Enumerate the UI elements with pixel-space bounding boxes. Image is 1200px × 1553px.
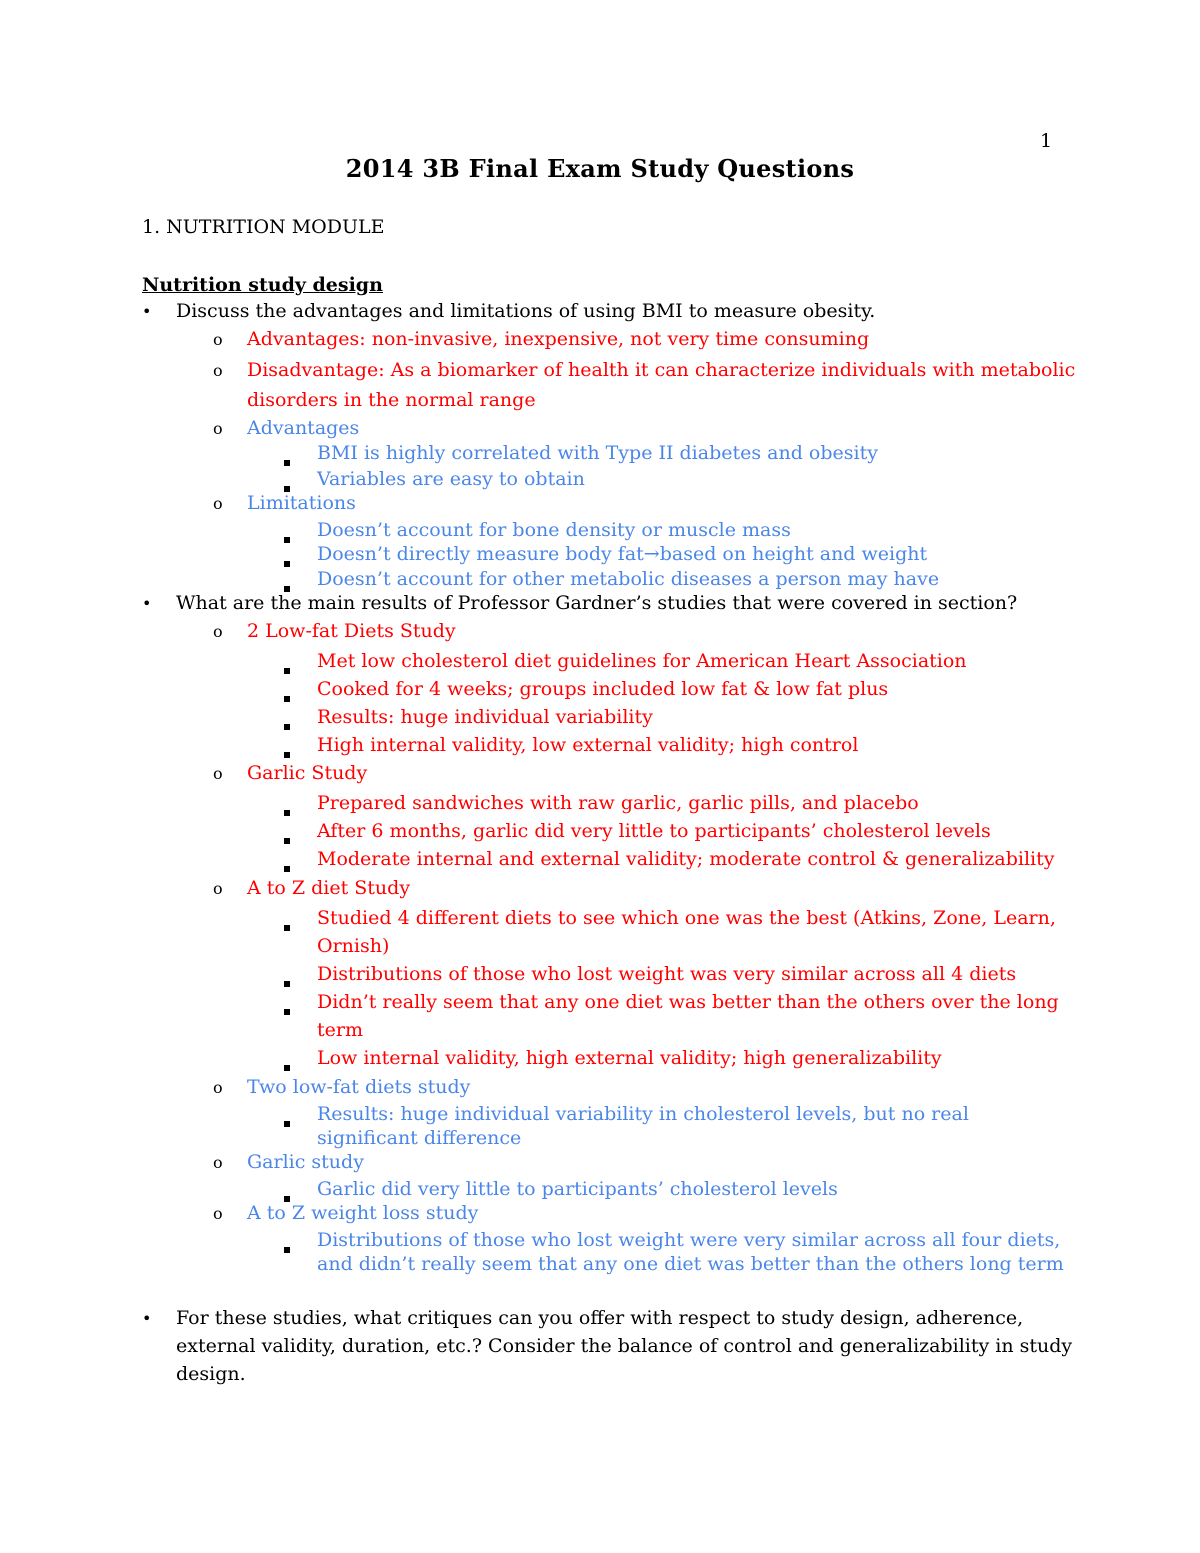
circle-bullet-icon: o: [213, 419, 223, 438]
bullet-icon: •: [142, 594, 152, 613]
answer-line: A to Z weight loss study: [247, 1202, 479, 1224]
square-bullet-icon: [284, 917, 290, 935]
subheading: Nutrition study design: [142, 274, 383, 296]
question-1: Discuss the advantages and limitations of using BMI to measure obesity.: [176, 300, 876, 322]
answer-line: Variables are easy to obtain: [317, 468, 585, 490]
section-heading: 1. NUTRITION MODULE: [142, 216, 385, 238]
circle-bullet-icon: o: [213, 361, 223, 380]
answer-line: Results: huge individual variability: [317, 706, 653, 728]
answer-line: Didn’t really seem that any one diet was better than the others over the long: [317, 991, 1059, 1013]
answer-line: Moderate internal and external validity; moderate control & generalizability: [317, 848, 1055, 870]
answer-line: Prepared sandwiches with raw garlic, garlic pills, and placebo: [317, 792, 919, 814]
square-bullet-icon: [284, 973, 290, 991]
question-3: design.: [176, 1363, 246, 1385]
square-bullet-icon: [284, 452, 290, 470]
answer-line: Advantages: non-invasive, inexpensive, not very time consuming: [247, 328, 870, 350]
answer-line: Two low-fat diets study: [247, 1076, 471, 1098]
answer-line: Doesn’t directly measure body fat→based on height and weight: [317, 543, 928, 565]
circle-bullet-icon: o: [213, 622, 223, 641]
square-bullet-icon: [284, 802, 290, 820]
answer-line: Doesn’t account for bone density or muscle mass: [317, 519, 791, 541]
answer-line: High internal validity, low external validity; high control: [317, 734, 859, 756]
page-number: 1: [1040, 130, 1053, 152]
answer-line: Advantages: [247, 417, 360, 439]
square-bullet-icon: [284, 1001, 290, 1019]
answer-line: Doesn’t account for other metabolic diseases a person may have: [317, 568, 940, 590]
answer-line: Ornish): [317, 935, 390, 957]
answer-line: Distributions of those who lost weight were very similar across all four diets,: [317, 1229, 1061, 1251]
square-bullet-icon: [284, 1057, 290, 1075]
square-bullet-icon: [284, 553, 290, 571]
circle-bullet-icon: o: [213, 494, 223, 513]
square-bullet-icon: [284, 660, 290, 678]
answer-line: After 6 months, garlic did very little to participants’ cholesterol levels: [317, 820, 991, 842]
answer-line: Distributions of those who lost weight was very similar across all 4 diets: [317, 963, 1017, 985]
square-bullet-icon: [284, 858, 290, 876]
answer-line: Low internal validity, high external validity; high generalizability: [317, 1047, 942, 1069]
bullet-icon: •: [142, 302, 152, 321]
answer-line: Results: huge individual variability in cholesterol levels, but no real: [317, 1103, 969, 1125]
square-bullet-icon: [284, 744, 290, 762]
question-3: external validity, duration, etc.? Consider the balance of control and generalizability in study: [176, 1335, 1073, 1357]
answer-line: Cooked for 4 weeks; groups included low fat & low fat plus: [317, 678, 889, 700]
circle-bullet-icon: o: [213, 330, 223, 349]
square-bullet-icon: [284, 688, 290, 706]
answer-line: A to Z diet Study: [247, 877, 411, 899]
question-3: For these studies, what critiques can you offer with respect to study design, adherence,: [176, 1307, 1024, 1329]
answer-line: Garlic study: [247, 1151, 364, 1173]
answer-line: Disadvantage: As a biomarker of health it can characterize individuals with metabolic: [247, 359, 1076, 381]
circle-bullet-icon: o: [213, 764, 223, 783]
circle-bullet-icon: o: [213, 1204, 223, 1223]
circle-bullet-icon: o: [213, 1153, 223, 1172]
circle-bullet-icon: o: [213, 1078, 223, 1097]
answer-line: and didn’t really seem that any one diet was better than the others long term: [317, 1253, 1064, 1275]
answer-line: disorders in the normal range: [247, 389, 536, 411]
answer-line: BMI is highly correlated with Type II diabetes and obesity: [317, 442, 878, 464]
square-bullet-icon: [284, 1113, 290, 1131]
question-2: What are the main results of Professor Gardner’s studies that were covered in section?: [176, 592, 1018, 614]
square-bullet-icon: [284, 716, 290, 734]
square-bullet-icon: [284, 529, 290, 547]
document-title: 2014 3B Final Exam Study Questions: [345, 154, 855, 183]
bullet-icon: •: [142, 1309, 152, 1328]
answer-line: Met low cholesterol diet guidelines for American Heart Association: [317, 650, 967, 672]
circle-bullet-icon: o: [213, 879, 223, 898]
answer-line: Studied 4 different diets to see which one was the best (Atkins, Zone, Learn,: [317, 907, 1056, 929]
answer-line: term: [317, 1019, 363, 1041]
answer-line: significant difference: [317, 1127, 522, 1149]
answer-line: 2 Low-fat Diets Study: [247, 620, 456, 642]
square-bullet-icon: [284, 830, 290, 848]
answer-line: Garlic Study: [247, 762, 368, 784]
square-bullet-icon: [284, 1239, 290, 1257]
answer-line: Limitations: [247, 492, 356, 514]
answer-line: Garlic did very little to participants’ cholesterol levels: [317, 1178, 838, 1200]
